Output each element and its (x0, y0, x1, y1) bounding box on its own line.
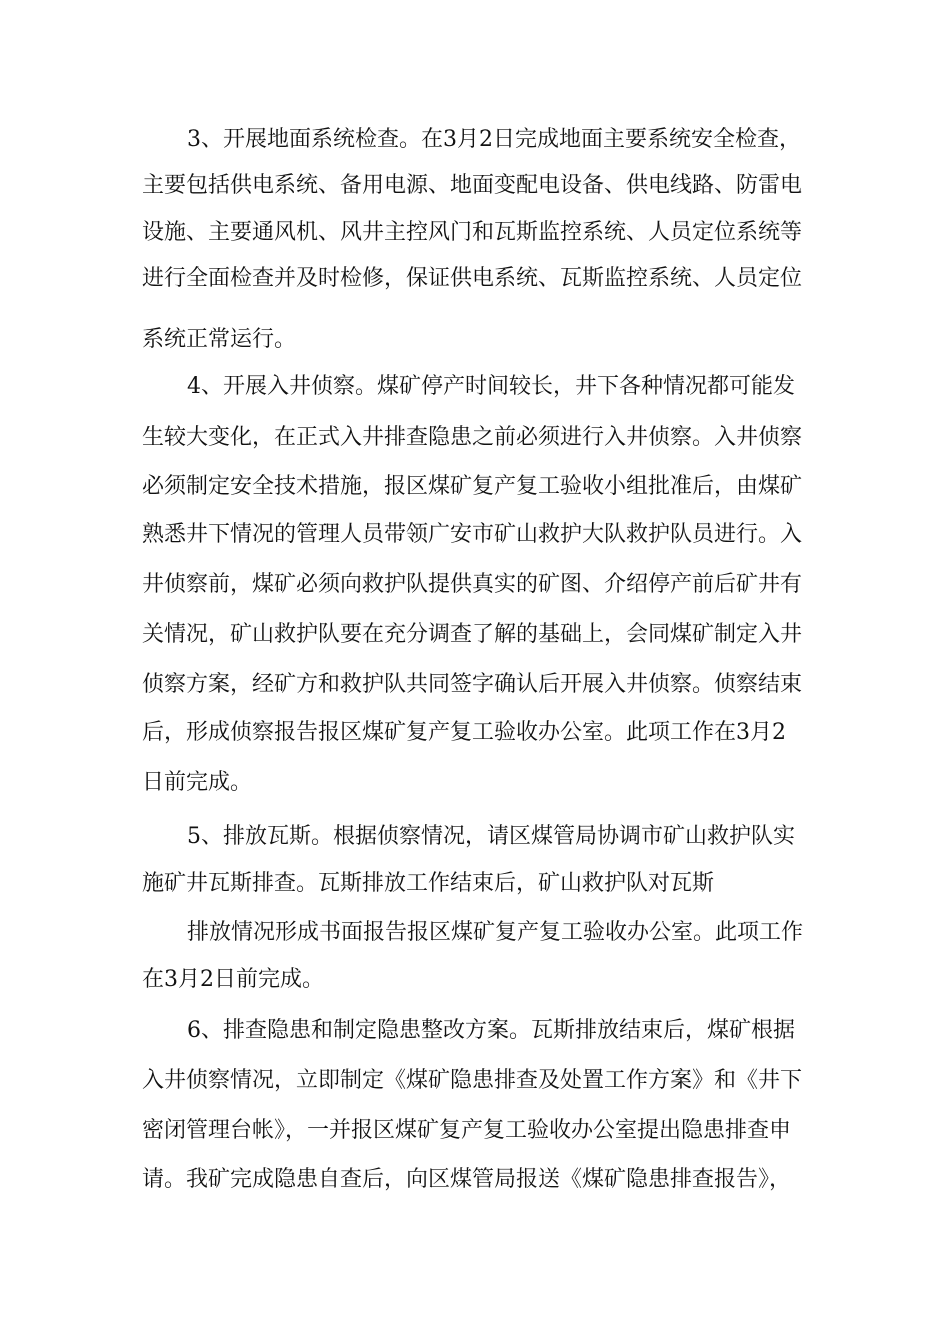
text-line: 在3月2日前完成。 (142, 967, 324, 992)
text-line: 施矿井瓦斯排查。瓦斯排放工作结束后，矿山救护队对瓦斯 (142, 871, 715, 896)
text-line: 侦察方案，经矿方和救护队共同签字确认后开展入井侦察。侦察结束 (142, 672, 803, 697)
text-line: 设施、主要通风机、风井主控风门和瓦斯监控系统、人员定位系统等 (142, 220, 803, 245)
text-line: 日前完成。 (142, 770, 253, 795)
text-line: 3、开展地面系统检查。在3月2日完成地面主要系统安全检查， (187, 127, 801, 152)
text-line: 请。我矿完成隐患自查后，向区煤管局报送《煤矿隐患排查报告》， (142, 1167, 792, 1192)
text-line: 后，形成侦察报告报区煤矿复产复工验收办公室。此项工作在3月2 (142, 720, 786, 745)
text-line: 熟悉井下情况的管理人员带领广安市矿山救护大队救护队员进行。入 (142, 522, 803, 547)
text-line: 密闭管理台帐》，一并报区煤矿复产复工验收办公室提出隐患排查申 (142, 1118, 792, 1143)
text-line: 排放情况形成书面报告报区煤矿复产复工验收办公室。此项工作 (187, 920, 804, 945)
text-line: 主要包括供电系统、备用电源、地面变配电设备、供电线路、防雷电 (142, 173, 803, 198)
text-line: 4、开展入井侦察。煤矿停产时间较长，井下各种情况都可能发 (187, 374, 795, 399)
text-line: 5、排放瓦斯。根据侦察情况，请区煤管局协调市矿山救护队实 (187, 824, 795, 849)
text-line: 系统正常运行。 (142, 327, 297, 352)
text-line: 关情况，矿山救护队要在充分调查了解的基础上，会同煤矿制定入井 (142, 622, 803, 647)
text-line: 必须制定安全技术措施，报区煤矿复产复工验收小组批准后，由煤矿 (142, 474, 803, 499)
text-line: 生较大变化，在正式入井排查隐患之前必须进行入井侦察。入井侦察 (142, 425, 803, 450)
text-line: 井侦察前，煤矿必须向救护队提供真实的矿图、介绍停产前后矿井有 (142, 572, 803, 597)
text-line: 6、排查隐患和制定隐患整改方案。瓦斯排放结束后，煤矿根据 (187, 1018, 795, 1043)
text-line: 进行全面检查并及时检修，保证供电系统、瓦斯监控系统、人员定位 (142, 266, 803, 291)
text-line: 入井侦察情况，立即制定《煤矿隐患排查及处置工作方案》和《井下 (142, 1068, 803, 1093)
